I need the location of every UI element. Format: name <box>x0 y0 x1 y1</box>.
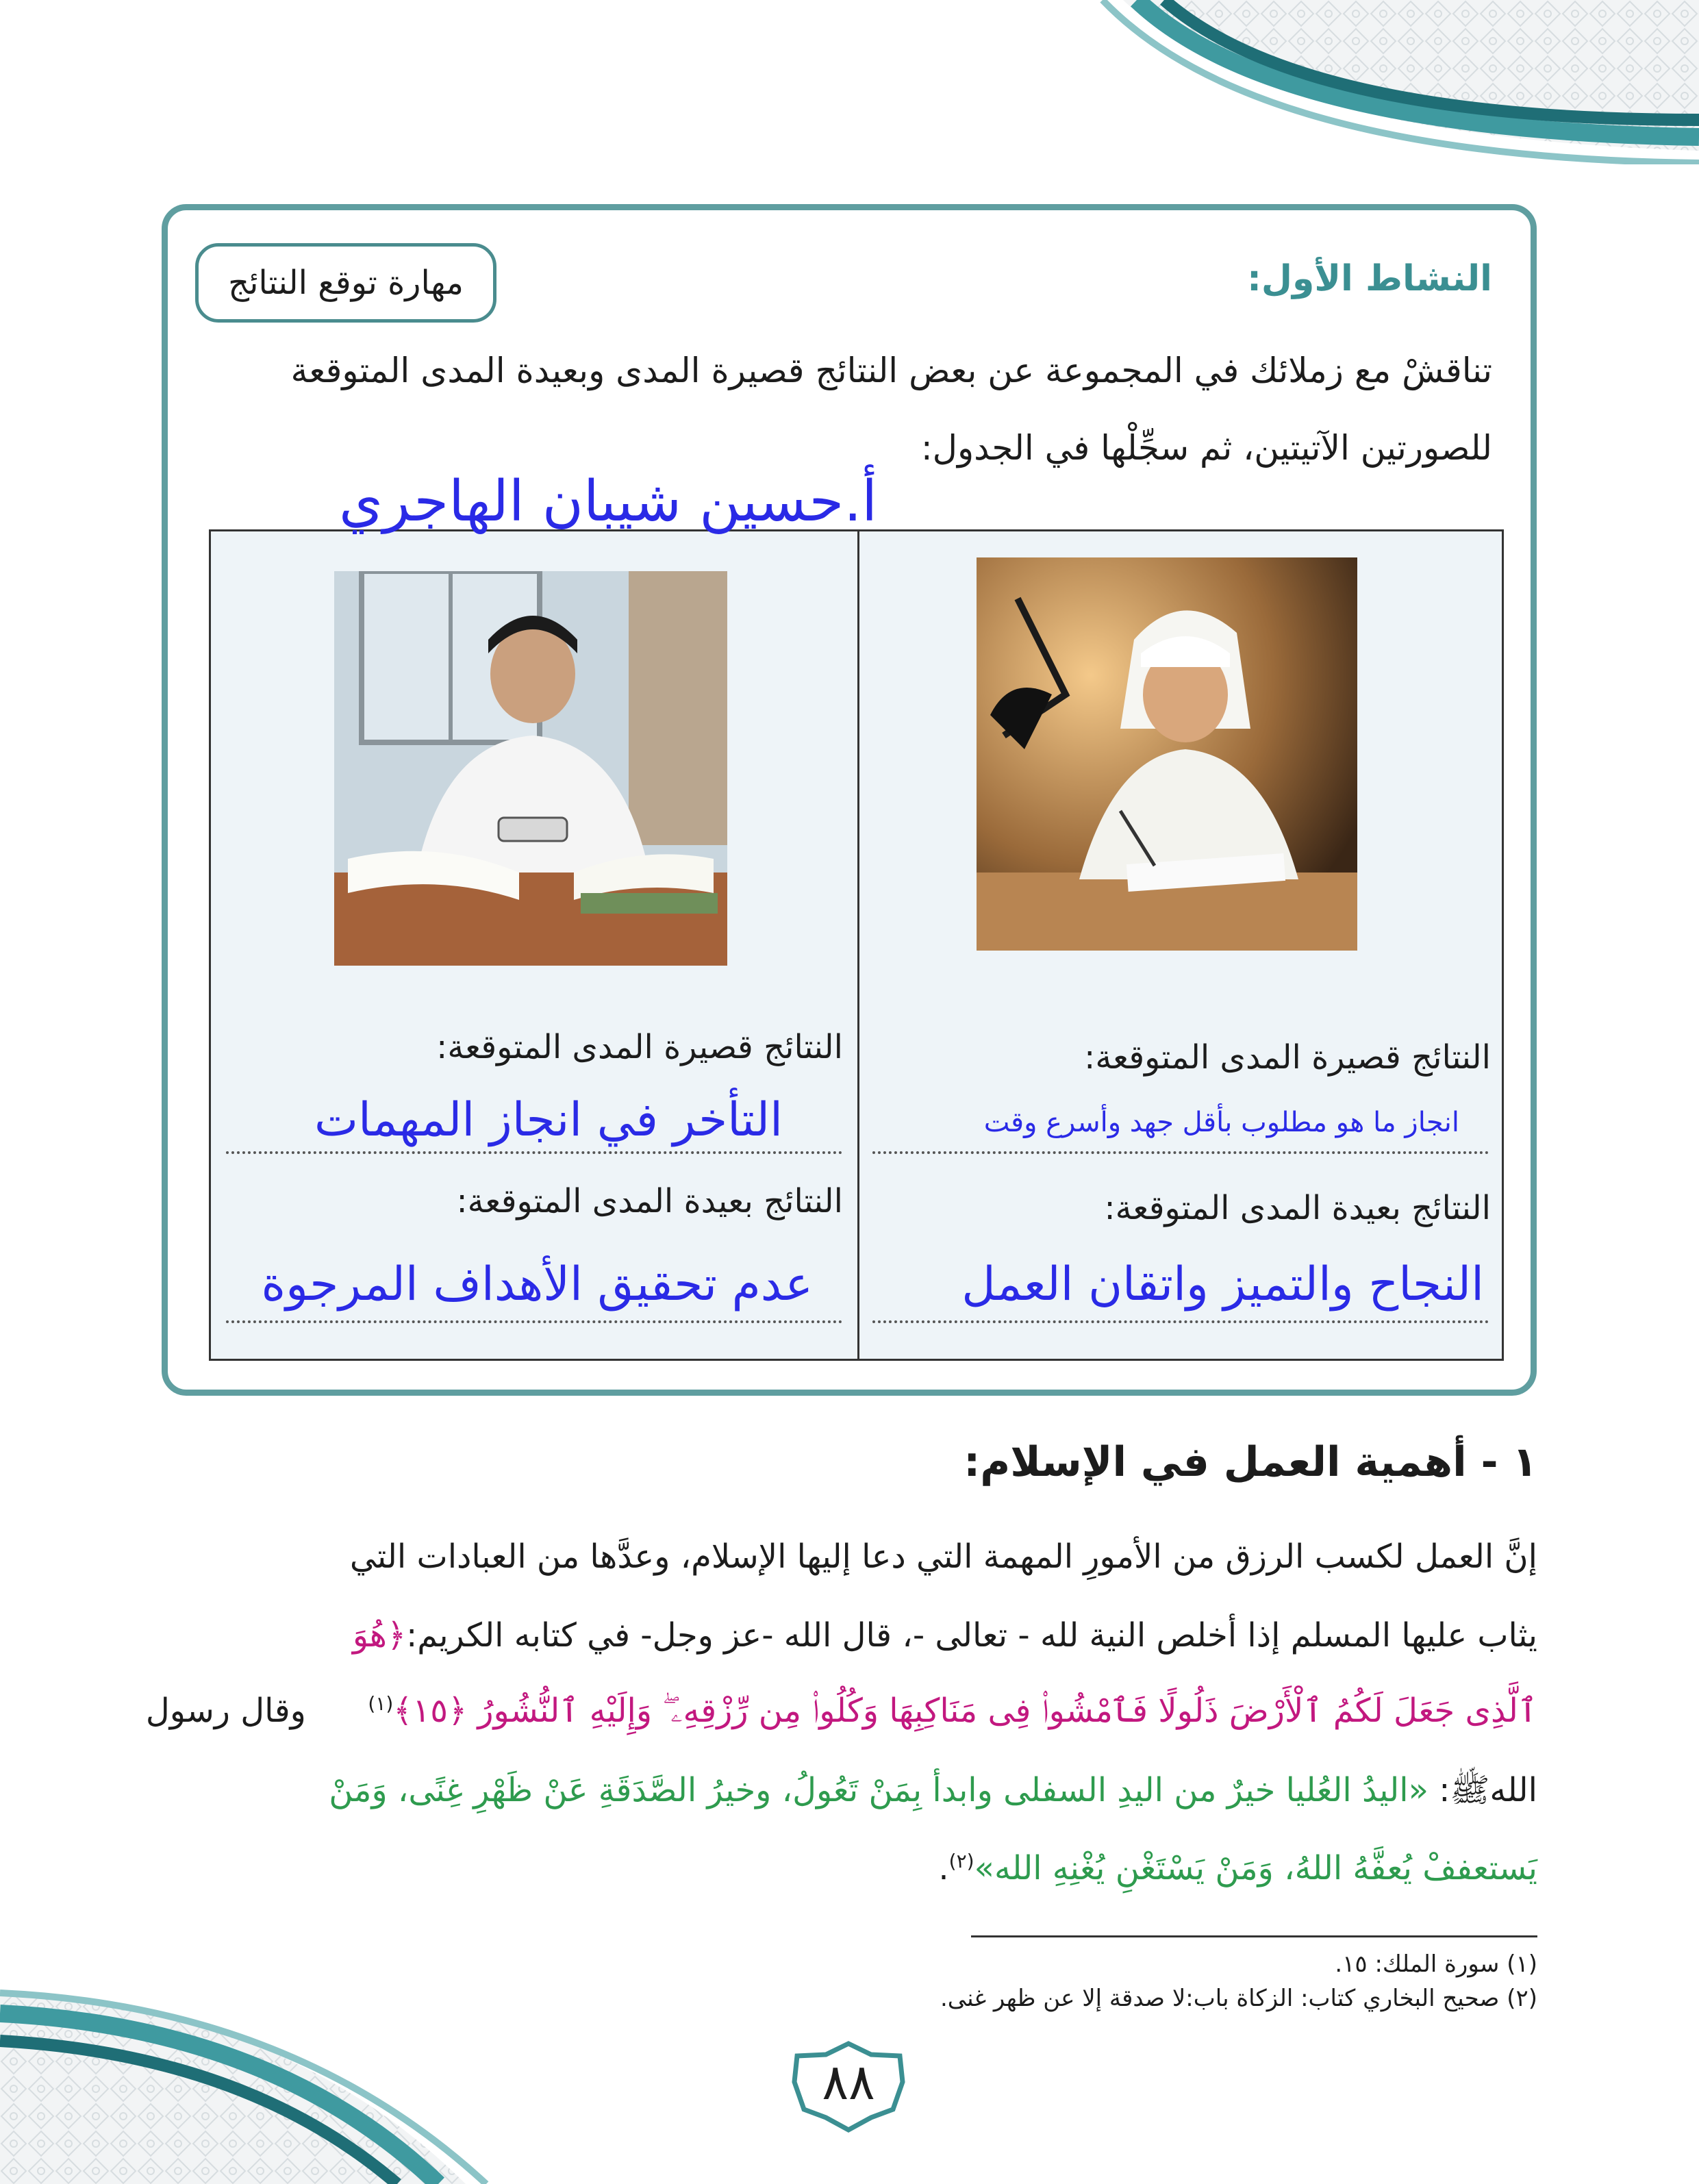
photo-boy-with-phone <box>334 571 727 966</box>
answer-line <box>226 1151 842 1154</box>
paragraph-line <box>353 1616 1537 1655</box>
paragraph-text: اللهﷺ: <box>1439 1771 1537 1809</box>
right-short-term-label: النتائج قصيرة المدى المتوقعة: <box>1084 1038 1491 1077</box>
answer-line <box>226 1320 842 1323</box>
right-long-term-label: النتائج بعيدة المدى المتوقعة: <box>1104 1189 1491 1227</box>
left-short-term-answer: التأخر في انجاز المهمات <box>314 1093 783 1147</box>
photo-boy-studying <box>977 557 1357 951</box>
paragraph-line <box>329 1770 1537 1818</box>
answer-line <box>872 1151 1489 1154</box>
hadith-text: «اليدُ العُليا خيرٌ من اليدِ السفلى وابدأ بِمَنْ تَعُولُ، وخيرُ الصَّدَقَةِ عَنْ ظَهْرِ غِنًى، وَمَنْ <box>329 1771 1429 1809</box>
footnote-ref: (٢) <box>948 1850 974 1872</box>
results-table <box>209 529 1504 1361</box>
instruction-line: للصورتين الآتيتين، ثم سجِّلْها في الجدول: <box>920 428 1492 468</box>
answer-line <box>872 1320 1489 1323</box>
hadith-text: يَستعففْ يُعفَّهُ اللهُ، وَمَنْ يَسْتَغْنِ يُغْنِهِ الله» <box>974 1849 1537 1887</box>
paragraph-line <box>350 1537 1537 1576</box>
right-short-term-answer: انجاز ما هو مطلوب بأقل جهد وأسرع وقت <box>983 1107 1459 1138</box>
paragraph-text: يثاب عليها المسلم إذا أخلص النية لله - تعالى -، قال الله -عز وجل- في كتابه الكريم: <box>406 1616 1537 1655</box>
top-corner-ornament <box>1096 0 1699 164</box>
footnote-divider <box>971 1935 1537 1937</box>
section-heading: ١ - أهمية العمل في الإسلام: <box>964 1438 1537 1486</box>
paragraph-text: وقال رسول <box>145 1692 306 1730</box>
right-long-term-answer: النجاح والتميز واتقان العمل <box>961 1257 1484 1311</box>
paragraph-line <box>146 1692 1537 1731</box>
bottom-corner-ornament <box>0 1966 493 2184</box>
left-short-term-label: النتائج قصيرة المدى المتوقعة: <box>436 1028 843 1066</box>
skill-badge: مهارة توقع النتائج <box>195 243 496 323</box>
quran-verse: ﴿هُوَ <box>352 1616 407 1655</box>
activity-box <box>162 204 1537 1396</box>
footnote: (٢) صحيح البخاري كتاب: الزكاة باب:لا صدقة إلا عن ظهر غنى. <box>940 1985 1537 2012</box>
instruction-line: تناقشْ مع زملائك في المجموعة عن بعض النتائج قصيرة المدى وبعيدة المدى المتوقعة <box>290 351 1492 390</box>
quran-verse: ٱلَّذِى جَعَلَ لَكُمُ ٱلْأَرْضَ ذَلُولًا فَٱمْشُوا۟ فِى مَنَاكِبِهَا وَكُلُوا۟ مِن رِّزْقِهِۦ ۖ وَإِلَيْهِ ٱلنُّشُورُ ﴿١٥﴾ <box>393 1692 1537 1730</box>
footnote-ref: (١) <box>368 1692 394 1715</box>
activity-title: النشاط الأول: <box>1247 258 1492 299</box>
footnote: (١) سورة الملك: ١٥. <box>1335 1950 1537 1978</box>
teacher-name-handwriting: أ.حسين شيبان الهاجري <box>339 469 878 534</box>
table-divider <box>857 531 859 1359</box>
paragraph-text: . <box>938 1849 949 1887</box>
left-long-term-label: النتائج بعيدة المدى المتوقعة: <box>456 1182 843 1220</box>
paragraph-line <box>938 1849 1537 1887</box>
paragraph-text: إنَّ العمل لكسب الرزق من الأمورِ المهمة التي دعا إليها الإسلام، وعدَّها من العبادات التي <box>349 1537 1537 1576</box>
left-long-term-answer: عدم تحقيق الأهداف المرجوة <box>261 1257 813 1311</box>
page-number: ٨٨ <box>822 2053 875 2111</box>
